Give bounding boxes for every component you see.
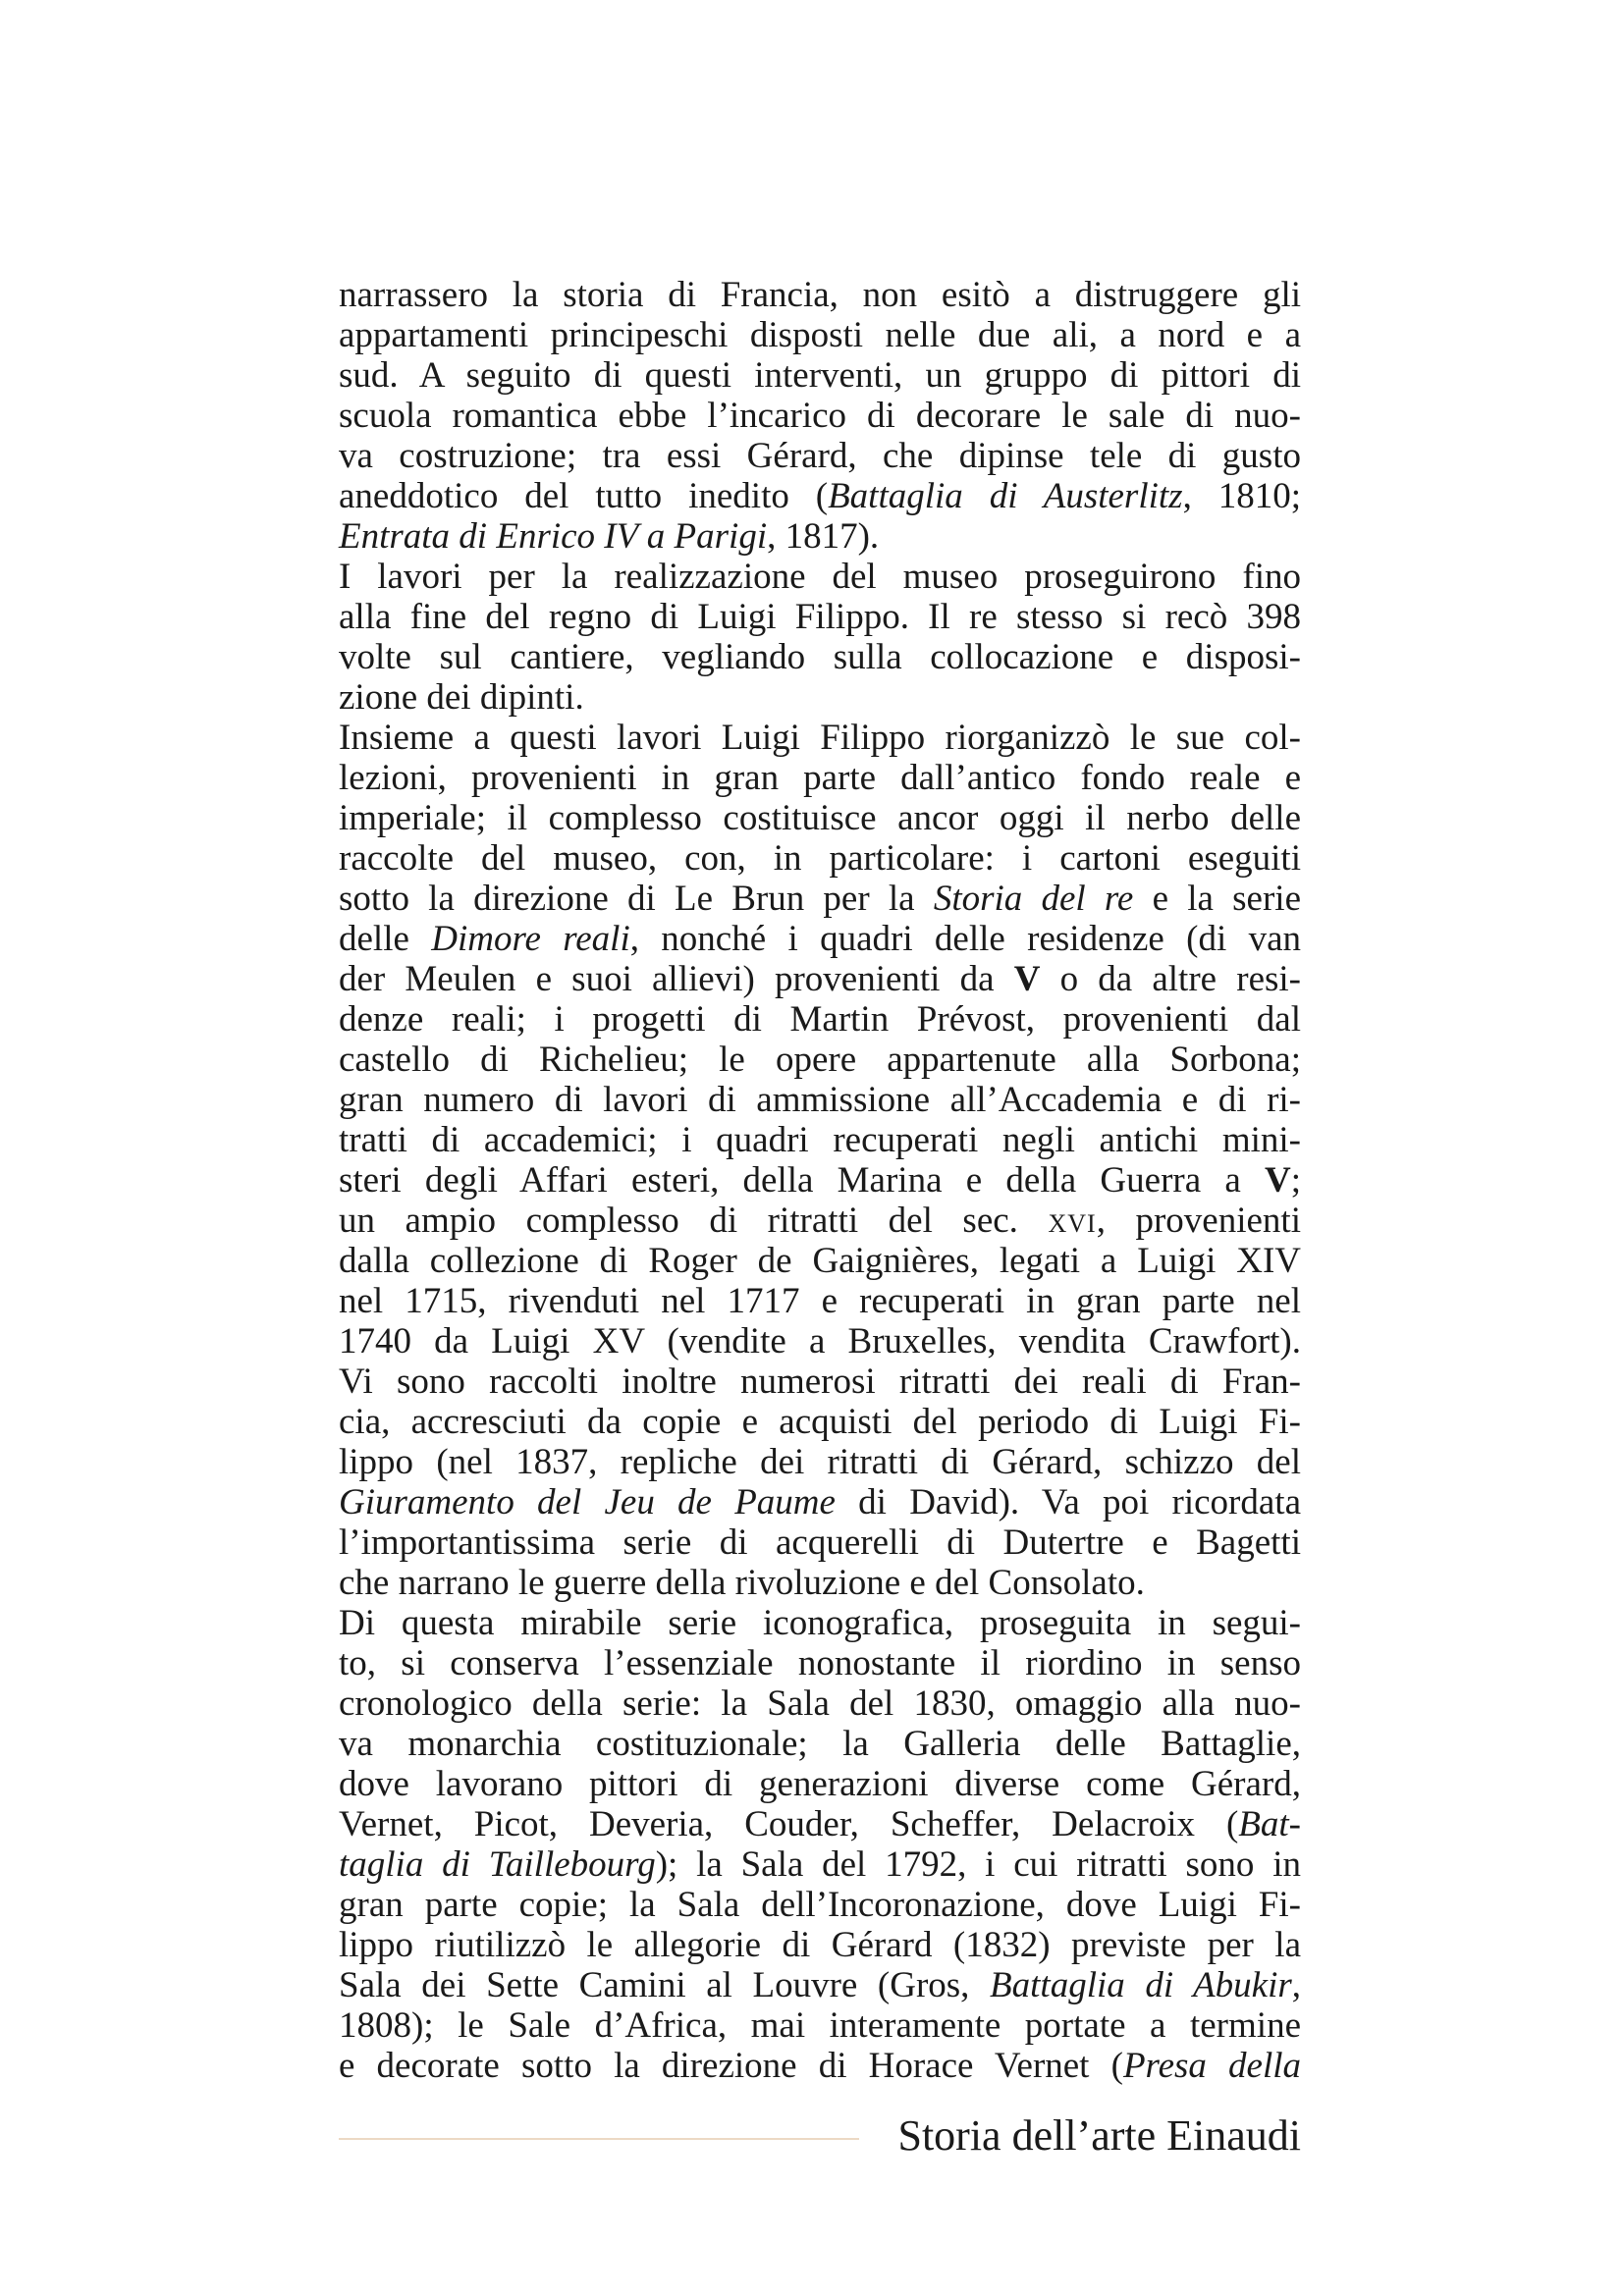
text-line xyxy=(339,557,1301,597)
text-segment: sotto la direzione di Le Brun per la xyxy=(339,879,934,919)
text-segment: appartamenti principeschi disposti nelle due ali, a nord e a xyxy=(339,315,1301,355)
text-segment: der Meulen e suoi allievi) provenienti da xyxy=(339,959,1014,999)
text-line xyxy=(339,1040,1301,1080)
text-line xyxy=(339,1563,1301,1603)
text-line xyxy=(339,919,1301,959)
text-line xyxy=(339,1442,1301,1482)
text-segment: to, si conserva l’essenziale nonostante il riordino in senso xyxy=(339,1643,1301,1683)
text-segment: Presa della xyxy=(1122,2046,1302,2086)
text-segment: ); la Sala del 1792, i cui ritratti sono in xyxy=(655,1844,1301,1885)
text-line xyxy=(339,758,1301,798)
text-segment: tratti di accademici; i quadri recuperati negli antichi mini- xyxy=(339,1120,1301,1160)
text-segment: raccolte del museo, con, in particolare: i cartoni eseguiti xyxy=(339,838,1301,879)
text-segment: Entrata di Enrico IV a Parigi xyxy=(339,516,768,557)
text-line xyxy=(339,798,1301,838)
text-segment: sud. A seguito di questi interventi, un gruppo di pittori di xyxy=(339,355,1301,396)
text-segment: che narrano le guerre della rivoluzione e del Consolato. xyxy=(339,1563,1145,1603)
text-segment: Vernet, Picot, Deveria, Couder, Scheffer, Delacroix ( xyxy=(339,1804,1239,1844)
text-line xyxy=(339,1362,1301,1402)
text-segment: , provenienti xyxy=(1096,1201,1301,1241)
text-line xyxy=(339,1965,1301,2005)
page-footer xyxy=(339,2110,1301,2169)
text-segment: , nonché i quadri delle residenze (di van xyxy=(629,919,1301,959)
text-line xyxy=(339,1804,1301,1844)
text-segment: 1740 da Luigi XV (vendite a Bruxelles, vendita Crawfort). xyxy=(339,1321,1301,1362)
text-segment: va costruzione; tra essi Gérard, che dipinse tele di gusto xyxy=(339,436,1301,476)
text-segment: e decorate sotto la direzione di Horace Vernet ( xyxy=(339,2046,1123,2086)
text-segment: zione dei dipinti. xyxy=(339,677,584,718)
text-line xyxy=(339,1201,1301,1241)
text-line xyxy=(339,1321,1301,1362)
text-line xyxy=(339,315,1301,355)
text-segment: di David). Va poi ricordata xyxy=(835,1482,1301,1522)
text-segment: Battaglia di Abukir xyxy=(990,1965,1292,2005)
text-segment: Bat- xyxy=(1238,1804,1301,1844)
text-segment: , xyxy=(1291,1965,1301,2005)
text-line xyxy=(339,597,1301,637)
text-line xyxy=(339,2046,1301,2086)
text-line xyxy=(339,1724,1301,1764)
text-line xyxy=(339,1764,1301,1804)
text-line xyxy=(339,718,1301,758)
text-segment: nel 1715, rivenduti nel 1717 e recuperati in gran parte nel xyxy=(339,1281,1301,1321)
text-segment: gran parte copie; la Sala dell’Incoronazione, dove Luigi Fi- xyxy=(339,1885,1301,1925)
text-segment: volte sul cantiere, vegliando sulla collocazione e disposi- xyxy=(339,637,1301,677)
text-segment: dove lavorano pittori di generazioni diverse come Gérard, xyxy=(339,1764,1301,1804)
text-line xyxy=(339,1844,1301,1885)
text-line xyxy=(339,959,1301,999)
text-segment: I lavori per la realizzazione del museo proseguirono fino xyxy=(339,557,1301,597)
footer-rule xyxy=(339,2138,859,2140)
text-segment: alla fine del regno di Luigi Filippo. Il re stesso si recò 398 xyxy=(339,597,1301,637)
text-segment: V xyxy=(1013,959,1041,999)
text-segment: lippo riutilizzò le allegorie di Gérard (1832) previste per la xyxy=(339,1925,1301,1965)
text-segment: V xyxy=(1264,1160,1291,1201)
text-line xyxy=(339,1080,1301,1120)
text-segment: scuola romantica ebbe l’incarico di decorare le sale di nuo- xyxy=(339,396,1301,436)
text-line xyxy=(339,476,1301,516)
text-segment: e la serie xyxy=(1133,879,1301,919)
text-segment: Battaglia di Austerlitz xyxy=(828,476,1183,516)
text-line xyxy=(339,355,1301,396)
text-line xyxy=(339,396,1301,436)
text-segment: lezioni, provenienti in gran parte dall’antico fondo reale e xyxy=(339,758,1301,798)
text-segment: Insieme a questi lavori Luigi Filippo riorganizzò le sue col- xyxy=(339,718,1301,758)
text-line xyxy=(339,999,1301,1040)
publisher-series-title: Storia dell’arte Einaudi xyxy=(897,2111,1301,2160)
text-segment: aneddotico del tutto inedito ( xyxy=(339,476,829,516)
text-segment: Dimore reali xyxy=(431,919,630,959)
text-segment: 1808); le Sale d’Africa, mai interamente portate a termine xyxy=(339,2005,1301,2046)
text-segment: narrassero la storia di Francia, non esitò a distruggere gli xyxy=(339,275,1301,315)
text-segment: imperiale; il complesso costituisce ancor oggi il nerbo delle xyxy=(339,798,1301,838)
text-line xyxy=(339,1482,1301,1522)
text-segment: l’importantissima serie di acquerelli di Dutertre e Bagetti xyxy=(339,1522,1301,1563)
text-segment: dalla collezione di Roger de Gaignières, legati a Luigi XIV xyxy=(339,1241,1301,1281)
text-line xyxy=(339,1120,1301,1160)
text-line xyxy=(339,1925,1301,1965)
text-segment: taglia di Taillebourg xyxy=(339,1844,656,1885)
text-line xyxy=(339,1281,1301,1321)
text-line xyxy=(339,1402,1301,1442)
text-segment: cronologico della serie: la Sala del 1830, omaggio alla nuo- xyxy=(339,1683,1301,1724)
text-segment: lippo (nel 1837, repliche dei ritratti di Gérard, schizzo del xyxy=(339,1442,1301,1482)
text-segment: , 1817). xyxy=(767,516,880,557)
text-line xyxy=(339,1241,1301,1281)
text-segment: , 1810; xyxy=(1182,476,1301,516)
text-segment: gran numero di lavori di ammissione all’Accademia e di ri- xyxy=(339,1080,1301,1120)
text-segment: cia, accresciuti da copie e acquisti del periodo di Luigi Fi- xyxy=(339,1402,1301,1442)
text-segment: Giuramento del Jeu de Paume xyxy=(339,1482,836,1522)
text-line xyxy=(339,436,1301,476)
text-line xyxy=(339,677,1301,718)
body-text xyxy=(339,275,1301,2086)
text-segment: denze reali; i progetti di Martin Prévost, provenienti dal xyxy=(339,999,1301,1040)
text-line xyxy=(339,2005,1301,2046)
text-segment: va monarchia costituzionale; la Galleria delle Battaglie, xyxy=(339,1724,1301,1764)
text-line xyxy=(339,1683,1301,1724)
text-segment: Vi sono raccolti inoltre numerosi ritratti dei reali di Fran- xyxy=(339,1362,1301,1402)
text-line xyxy=(339,516,1301,557)
text-segment: Storia del re xyxy=(933,879,1134,919)
text-line xyxy=(339,879,1301,919)
text-segment: xvi xyxy=(1048,1201,1097,1241)
text-line xyxy=(339,838,1301,879)
text-line xyxy=(339,275,1301,315)
text-line xyxy=(339,1160,1301,1201)
text-line xyxy=(339,1885,1301,1925)
text-segment: o da altre resi- xyxy=(1040,959,1301,999)
text-segment: Di questa mirabile serie iconografica, proseguita in segui- xyxy=(339,1603,1301,1643)
text-segment: ; xyxy=(1290,1160,1301,1201)
text-segment: delle xyxy=(339,919,432,959)
text-segment: un ampio complesso di ritratti del sec. xyxy=(339,1201,1049,1241)
text-segment: castello di Richelieu; le opere appartenute alla Sorbona; xyxy=(339,1040,1301,1080)
text-line xyxy=(339,1522,1301,1563)
text-segment: steri degli Affari esteri, della Marina e della Guerra a xyxy=(339,1160,1265,1201)
text-line xyxy=(339,1603,1301,1643)
text-line xyxy=(339,637,1301,677)
text-line xyxy=(339,1643,1301,1683)
text-segment: Sala dei Sette Camini al Louvre (Gros, xyxy=(339,1965,991,2005)
